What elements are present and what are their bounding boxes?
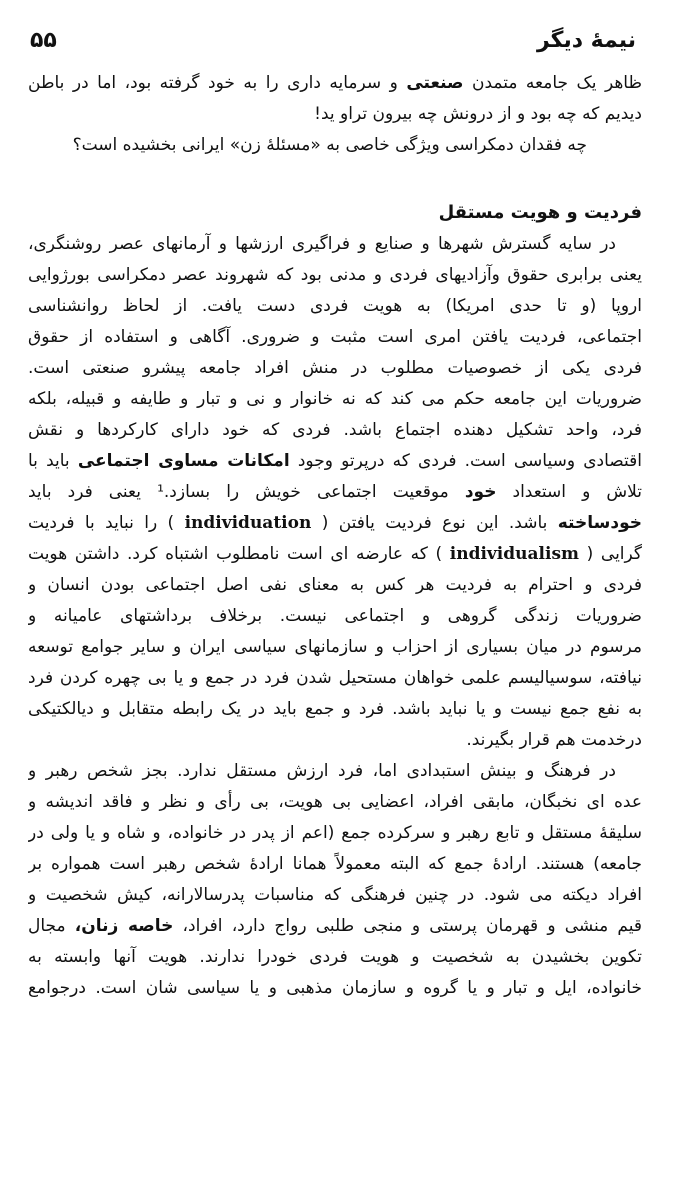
emphasis: خودساخته <box>557 513 642 533</box>
question-line: چه فقدان دمکراسی ویژگی خاصی به «مسئلهٔ زن» ایرانی بخشیده است؟ <box>72 135 587 155</box>
text-line: تلاش و استعداد خود موقعیت اجتماعی خویش را بسازد.¹ یعنی فرد باید <box>28 482 642 502</box>
text-line: اجتماعی، فردیت یافتن امری است مثبت و ضروری. آگاهی و استفاده از حقوق <box>28 327 642 347</box>
paragraph-individuality <box>28 229 642 756</box>
emphasis: خاصه زنان، <box>74 916 174 936</box>
text-line: در فرهنگ و بینش استبدادی اما، فرد ارزش مستقل ندارد. بجز شخص رهبر و <box>28 761 616 781</box>
text-line: فردی و احترام به فردیت هر کس به معنای نفی اصل اجتماعی بودن انسان و <box>28 575 642 595</box>
text-line: گرایی ( individualism ) که عارضه ای است نامطلوب اشتباه کرد. داشتن هویت <box>28 544 642 564</box>
text-line: ضروریات زندگی گروهی و اجتماعی نیست. برخلاف برداشتهای عامیانه و <box>28 606 642 626</box>
text-line: جامعه) هستند. ارادهٔ جمع که البته معمولاً همانا ارادهٔ شخص رهبر است همواره بر <box>28 854 642 874</box>
latin-term: individualism <box>449 544 580 564</box>
text-line: فرد، واحد تشکیل دهنده اجتماع باشد. فردی که خود دارای کارکردها و نقش <box>28 420 642 440</box>
book-title: نیمهٔ دیگر <box>536 27 636 53</box>
paragraph-authoritarian-culture <box>28 756 642 1004</box>
emphasis-industrial: صنعتی <box>406 73 464 93</box>
text-line: قیم منشی و قهرمان پرستی و منجی طلبی رواج دارد، افراد، خاصه زنان، مجال <box>28 916 642 936</box>
text-line: ظاهر یک جامعه متمدن صنعتی و سرمایه داری را به خود گرفته بود، اما در باطن <box>28 73 642 93</box>
page-number: ۵۵ <box>30 27 57 53</box>
text-line: دیدیم که چه بود و از درونش چه بیرون تراو ید! <box>314 104 642 124</box>
text-line: خانواده، ایل و تبار و یا گروه و سازمان مذهبی و یا سیاسی شان است. درجوامع <box>28 978 642 998</box>
section-heading: فردیت و هویت مستقل <box>438 202 642 223</box>
text-line: اروپا (و تا حدی امریکا) به هویت فردی دست یافت. از لحاظ روانشناسی <box>28 296 642 316</box>
text-line: افراد دیکته می شود. در چنین فرهنگی که مناسبات پدرسالارانه، کیش شخصیت و <box>28 885 642 905</box>
text-line: سلیقهٔ مستقل و تابع رهبر و سرکرده جمع (اعم از پدر در خانواده، و شاه و یا ولی در <box>28 823 642 843</box>
running-head <box>30 22 636 58</box>
emphasis: امکانات مساوی اجتماعی <box>77 451 290 471</box>
emphasis: خود <box>464 482 497 502</box>
text-line: یعنی برابری حقوق وآزادیهای فردی و مدنی بود که شهروند عصر دمکراسی بورژوایی <box>28 265 642 285</box>
text-line: عده ای نخبگان، مابقی افراد، اعضایی بی هویت، بی رأی و نظر و فاقد اندیشه و <box>28 792 642 812</box>
text-line: فردی یکی از خصوصیات مطلوب در منش افراد جامعه پیشرو صنعتی است. <box>28 358 642 378</box>
text-line: در سایه گسترش شهرها و صنایع و فراگیری ارزشها و آرمانهای عصر روشنگری، <box>28 234 616 254</box>
text-line: نیافته، سوسیالیسم علمی خواهان مستحیل شدن فرد در جمع و یا بی چهره کردن فرد <box>28 668 642 688</box>
text-line: مرسوم در میان بسیاری از احزاب و سازمانهای سیاسی ایران و سایر جوامع توسعه <box>28 637 642 657</box>
text-line: به نفع جمع نیست و یا نباید باشد. فرد و جمع باید در یک رابطه متقابل و دیالکتیکی <box>28 699 642 719</box>
text-line: خودساخته باشد. این نوع فردیت یافتن ( individuation ) را نباید با فردیت <box>28 513 642 533</box>
text-line: تکوین بخشیدن به شخصیت و هویت فردی خودرا ندارند. هویت آنها وابسته به <box>28 947 642 967</box>
text-line: اقتصادی وسیاسی است. فردی که درپرتو وجود امکانات مساوی اجتماعی باید با <box>28 451 642 471</box>
text-line: درخدمت هم قرار بگیرند. <box>466 730 642 750</box>
text-line: ضروریات این جامعه حکم می کند که نه خانوار و نی و تبار و طایفه و قبیله، بلکه <box>28 389 642 409</box>
latin-term: individuation <box>184 513 312 533</box>
body-text <box>28 68 642 1004</box>
